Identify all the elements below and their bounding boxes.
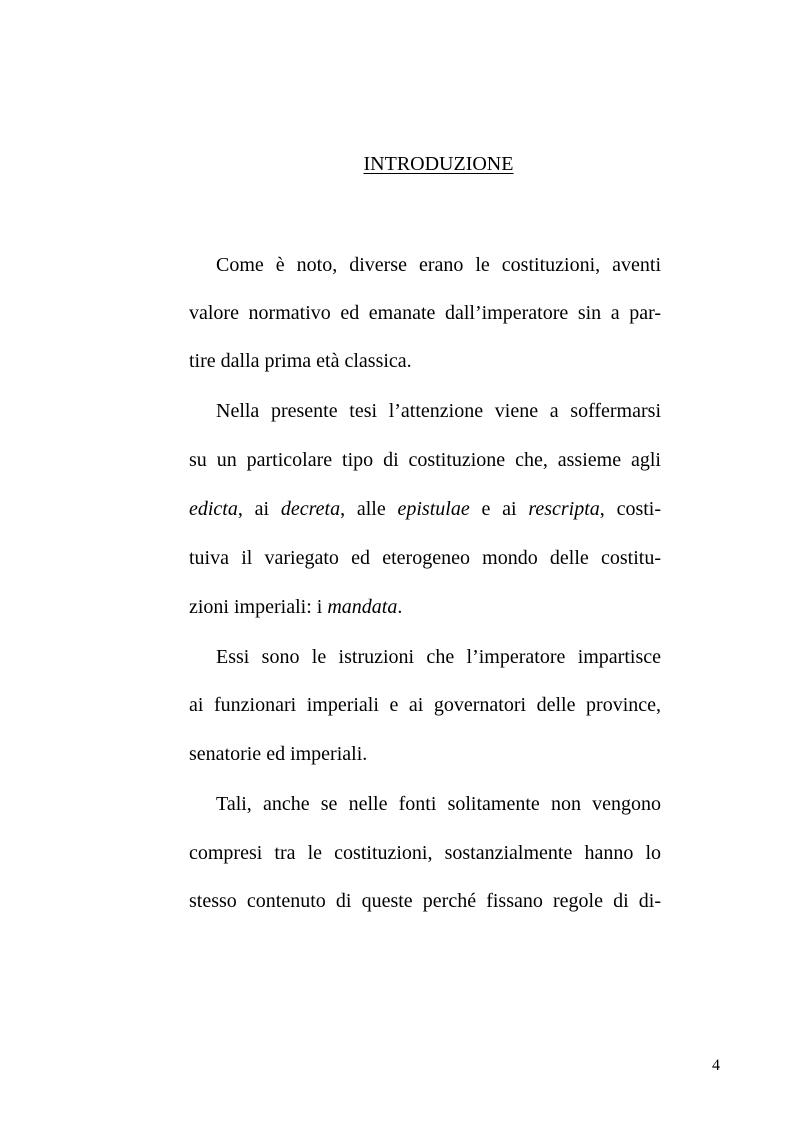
text-run: . [397,596,403,618]
text-run: Tali, anche se nelle fonti solitamente non vengono [216,793,661,815]
text-line [216,398,661,424]
text-line [189,447,661,473]
text-run: Essi sono le istruzioni che l’imperatore impartisce [216,646,661,668]
text-line [216,644,661,670]
text-line [189,348,661,374]
text-run: ai funzionari imperiali e ai governatori delle province, [189,694,661,716]
text-run: compresi tra le costituzioni, sostanzialmente hanno lo [189,842,661,864]
text-run: su un particolare tipo di costituzione che, assieme agli [189,449,661,471]
text-run: , costi- [599,498,661,520]
text-line [189,300,661,326]
text-run: valore normativo ed emanate dall’imperatore sin a par- [189,302,661,324]
text-run: e ai [469,498,529,520]
text-run: Come è noto, diverse erano le costituzioni, aventi [216,254,661,276]
text-line [189,741,661,767]
text-run: zioni imperiali: i [189,596,328,618]
latin-term: mandata [327,596,398,618]
text-line [189,692,661,718]
text-line [189,545,661,571]
text-line [216,252,661,278]
latin-term: epistulae [397,498,470,520]
text-line [189,594,661,620]
text-run: senatorie ed imperiali. [189,743,368,765]
latin-term: decreta [280,498,341,520]
text-run: tuiva il variegato ed eterogeneo mondo delle costitu- [189,547,661,569]
text-line [189,888,661,914]
latin-term: edicta [189,498,238,520]
page-number: 4 [712,1057,720,1074]
text-line [216,791,661,817]
page-title: INTRODUZIONE [363,153,514,175]
text-line [189,496,661,522]
text-run: tire dalla prima età classica. [189,350,412,372]
text-line [189,840,661,866]
text-run: stesso contenuto di queste perché fissano regole di di- [189,890,661,912]
text-run: , alle [340,498,398,520]
text-run: , ai [237,498,281,520]
latin-term: rescripta [528,498,600,520]
text-run: Nella presente tesi l’attenzione viene a soffermarsi [216,400,661,422]
